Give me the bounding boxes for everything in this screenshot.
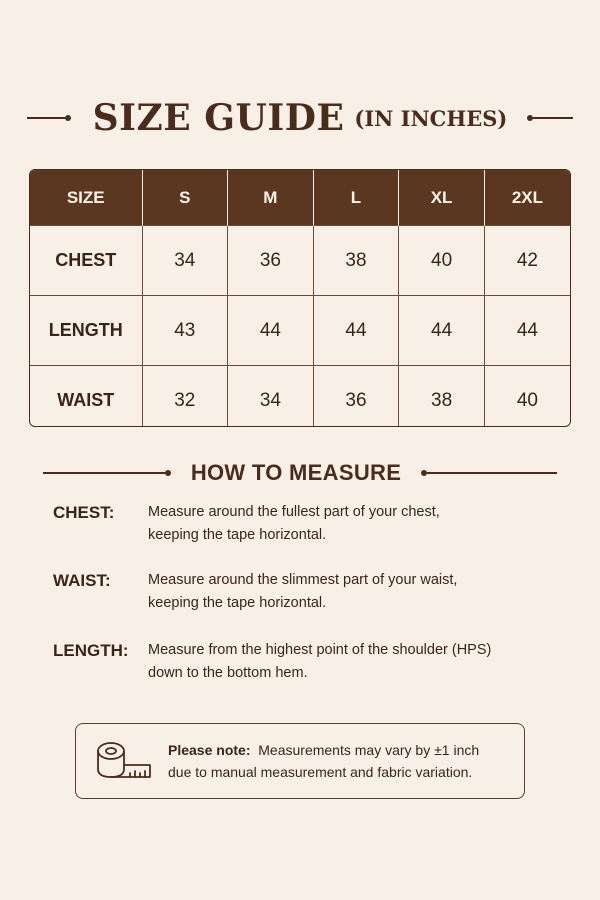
table-cell: 44: [313, 296, 399, 366]
heading-decoration-left: [43, 470, 171, 476]
measure-item-waist: [53, 571, 573, 615]
page-title: SIZE GUIDE: [92, 97, 345, 139]
table-row-length: [30, 296, 570, 366]
description-line: keeping the tape horizontal.: [148, 527, 327, 543]
heading-decoration-right: [421, 470, 557, 476]
measure-label: LENGTH:: [53, 641, 129, 660]
table-cell: 34: [142, 226, 228, 296]
row-label: WAIST: [30, 366, 142, 428]
measure-label: WAIST:: [53, 571, 111, 590]
column-header: L: [313, 170, 399, 226]
description-line: keeping the tape horizontal.: [148, 595, 327, 611]
measuring-tape-icon: [94, 738, 154, 784]
title-decoration-left: [27, 115, 71, 121]
title-decoration-right: [527, 115, 573, 121]
table-row-waist: [30, 366, 570, 428]
table-cell: 36: [228, 226, 314, 296]
table-cell: 40: [484, 366, 570, 428]
column-header: M: [228, 170, 314, 226]
note-text: [168, 739, 479, 783]
table-cell: 38: [399, 366, 485, 428]
table-cell: 44: [228, 296, 314, 366]
title-row: [0, 88, 600, 148]
column-header: SIZE: [30, 170, 142, 226]
table-cell: 36: [313, 366, 399, 428]
row-label: LENGTH: [30, 296, 142, 366]
table-cell: 34: [228, 366, 314, 428]
column-header: 2XL: [484, 170, 570, 226]
description-line: down to the bottom hem.: [148, 665, 308, 681]
description-line: Measure from the highest point of the shoulder (HPS): [148, 642, 492, 658]
measure-description: [148, 569, 457, 615]
table-cell: 40: [399, 226, 485, 296]
page-title-unit: (IN INCHES): [354, 105, 508, 131]
table-header-row: [30, 170, 570, 226]
how-to-measure-heading-row: [0, 455, 600, 491]
description-line: Measure around the fullest part of your chest,: [148, 504, 440, 520]
measure-item-chest: [53, 503, 573, 547]
table-row-chest: [30, 226, 570, 296]
table-cell: 38: [313, 226, 399, 296]
section-title: HOW TO MEASURE: [190, 460, 402, 485]
size-table: [29, 169, 571, 427]
measure-item-length: [53, 641, 573, 685]
note-line-2: due to manual measurement and fabric variation.: [168, 764, 473, 780]
table-cell: 44: [399, 296, 485, 366]
measure-label: CHEST:: [53, 503, 115, 522]
measure-description: [148, 639, 491, 685]
column-header: XL: [399, 170, 485, 226]
column-header: S: [142, 170, 228, 226]
table-cell: 43: [142, 296, 228, 366]
note-box: [75, 723, 525, 799]
table-cell: 42: [484, 226, 570, 296]
table-cell: 32: [142, 366, 228, 428]
measure-description: [148, 501, 440, 547]
note-line-1: Measurements may vary by ±1 inch: [258, 742, 480, 758]
note-label: Please note:: [168, 742, 251, 758]
description-line: Measure around the slimmest part of your waist,: [148, 572, 458, 588]
row-label: CHEST: [30, 226, 142, 296]
table-cell: 44: [484, 296, 570, 366]
